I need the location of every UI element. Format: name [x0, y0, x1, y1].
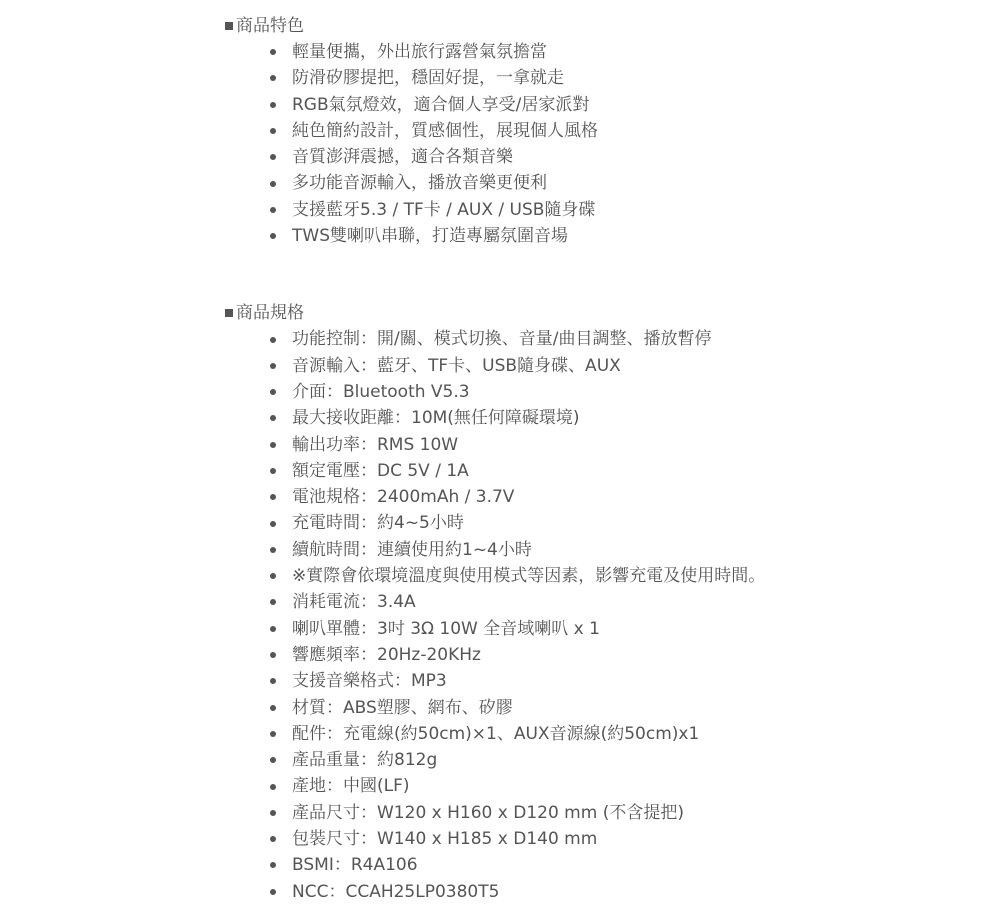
list-item [270, 589, 985, 615]
feature-text: RGB氣氛燈效，適合個人享受/居家派對 [292, 94, 590, 115]
spec-text: 最大接收距離：10M(無任何障礙環境) [292, 408, 580, 429]
spec-text: NCC：CCAH25LP0380T5 [292, 881, 500, 902]
bullet-icon [270, 836, 276, 842]
bullet-icon [270, 389, 276, 395]
bullet-icon [270, 599, 276, 605]
bullet-icon [270, 181, 276, 187]
list-item [270, 642, 985, 668]
list-item [270, 197, 985, 223]
bullet-icon [270, 468, 276, 474]
feature-text: 音質澎湃震撼，適合各類音樂 [292, 147, 513, 168]
list-item [270, 39, 985, 65]
bullet-icon [270, 731, 276, 737]
feature-text: TWS雙喇叭串聯，打造專屬氛圍音場 [292, 226, 568, 247]
bullet-icon [270, 626, 276, 632]
list-item [270, 537, 985, 563]
list-item [270, 326, 985, 352]
list-item [270, 879, 985, 905]
bullet-icon [270, 415, 276, 421]
spec-text: 包裝尺寸：W140 x H185 x D140 mm [292, 829, 598, 850]
bullet-icon [270, 810, 276, 816]
spec-text: 額定電壓：DC 5V / 1A [292, 460, 469, 481]
bullet-icon [270, 233, 276, 239]
list-item [270, 65, 985, 91]
spec-text: 配件：充電線(約50cm)×1、AUX音源線(約50cm)x1 [292, 723, 700, 744]
spec-text: 材質：ABS塑膠、網布、矽膠 [292, 697, 513, 718]
bullet-icon [270, 442, 276, 448]
spec-text: 功能控制：開/關、模式切換、音量/曲目調整、播放暫停 [292, 329, 712, 350]
spec-text: 產品重量：約812g [292, 750, 438, 771]
specs-heading [225, 300, 985, 326]
spec-text: 充電時間：約4~5小時 [292, 513, 464, 534]
bullet-icon [270, 75, 276, 81]
features-heading [225, 13, 985, 39]
list-item [270, 747, 985, 773]
section-spacer [225, 249, 985, 300]
specs-title: 商品規格 [236, 303, 304, 324]
spec-text: 支援音樂格式：MP3 [292, 671, 447, 692]
list-item [270, 144, 985, 170]
bullet-icon [270, 547, 276, 553]
bullet-icon [270, 49, 276, 55]
list-item [270, 118, 985, 144]
bullet-icon [270, 757, 276, 763]
spec-text: 產地：中國(LF) [292, 776, 410, 797]
feature-text: 純色簡約設計，質感個性，展現個人風格 [292, 120, 598, 141]
features-title: 商品特色 [236, 16, 304, 36]
list-item [270, 223, 985, 249]
list-item [270, 826, 985, 852]
spec-text: 續航時間：連續使用約1~4小時 [292, 539, 532, 560]
list-item [270, 695, 985, 721]
bullet-icon [270, 154, 276, 160]
list-item [270, 379, 985, 405]
list-item [270, 668, 985, 694]
bullet-icon [270, 337, 276, 343]
features-list [225, 39, 985, 249]
bullet-icon [270, 207, 276, 213]
bullet-icon [270, 652, 276, 658]
list-item [270, 852, 985, 878]
list-item [270, 405, 985, 431]
bullet-icon [270, 494, 276, 500]
list-item [270, 773, 985, 799]
list-item [270, 432, 985, 458]
spec-text: 電池規格：2400mAh / 3.7V [292, 487, 515, 508]
list-item [270, 484, 985, 510]
spec-text: 輸出功率：RMS 10W [292, 434, 459, 455]
list-item [270, 170, 985, 196]
spec-note-text: ※實際會依環境溫度與使用模式等因素，影響充電及使用時間。 [292, 566, 766, 587]
bullet-icon [270, 521, 276, 527]
list-item [270, 92, 985, 118]
list-item [270, 510, 985, 536]
bullet-icon [270, 862, 276, 868]
spec-text: 產品尺寸：W120 x H160 x D120 mm (不含提把) [292, 802, 684, 823]
spec-text: 喇叭單體：3吋 3Ω 10W 全音域喇叭 x 1 [292, 618, 600, 639]
bullet-icon [270, 573, 276, 579]
list-item [270, 353, 985, 379]
feature-text: 輕量便攜，外出旅行露營氣氛擔當 [292, 42, 547, 62]
list-item [270, 800, 985, 826]
list-item [270, 563, 985, 589]
feature-text: 防滑矽膠提把，穩固好提，一拿就走 [292, 68, 564, 89]
feature-text: 支援藍牙5.3 / TF卡 / AUX / USB隨身碟 [292, 199, 596, 220]
list-item [270, 458, 985, 484]
bullet-icon [270, 889, 276, 895]
square-bullet-icon [225, 22, 233, 30]
bullet-icon [270, 128, 276, 134]
spec-text: 響應頻率：20Hz-20KHz [292, 644, 481, 665]
bullet-icon [270, 705, 276, 711]
bullet-icon [270, 784, 276, 790]
bullet-icon [270, 102, 276, 108]
specs-list [225, 326, 985, 905]
feature-text: 多功能音源輸入，播放音樂更便利 [292, 173, 547, 194]
list-item [270, 616, 985, 642]
bullet-icon [270, 363, 276, 369]
spec-text: 消耗電流：3.4A [292, 592, 416, 613]
bullet-icon [270, 678, 276, 684]
square-bullet-icon [225, 309, 233, 317]
spec-text: 介面：Bluetooth V5.3 [292, 381, 470, 402]
list-item [270, 721, 985, 747]
spec-text: 音源輸入：藍牙、TF卡、USB隨身碟、AUX [292, 355, 621, 376]
spec-text: BSMI：R4A106 [292, 855, 418, 876]
product-description [225, 13, 985, 905]
